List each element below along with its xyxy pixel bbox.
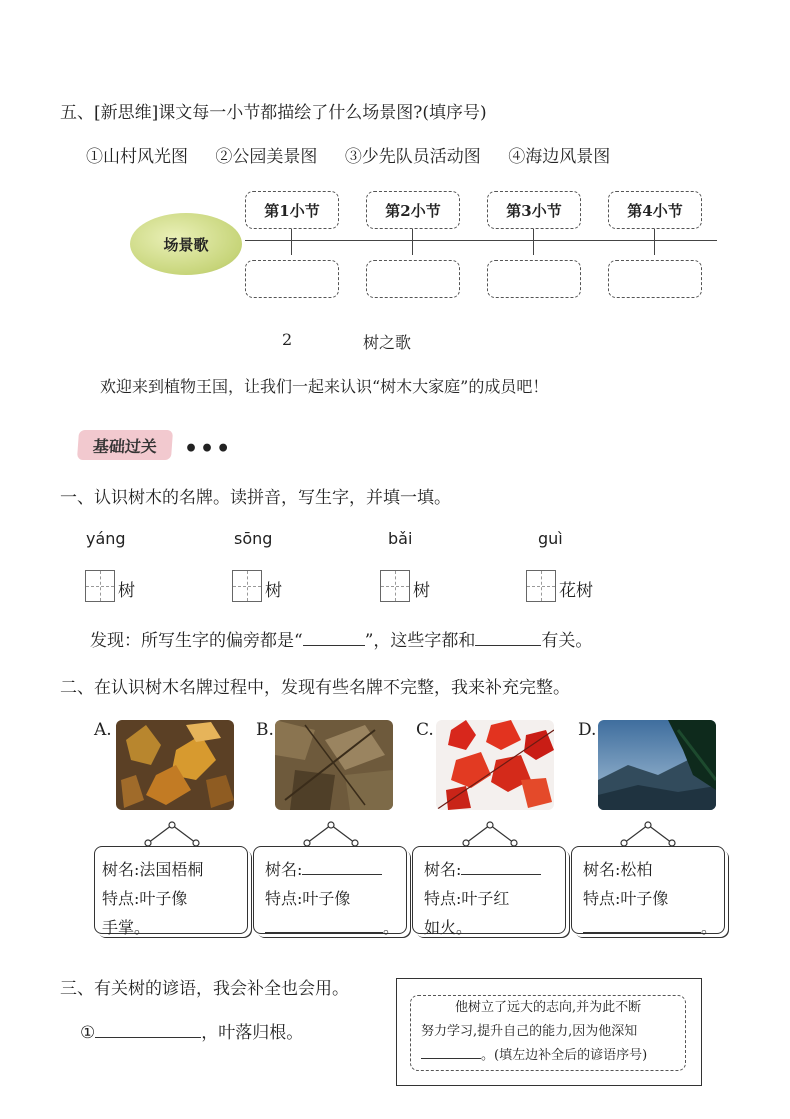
q3-item-num: ① xyxy=(80,1023,96,1043)
card-d-feature-blank[interactable] xyxy=(583,932,701,933)
q5-option-4: ④海边风景图 xyxy=(508,147,611,167)
card-c-feature: 特点:叶子红 xyxy=(424,889,510,908)
card-b-feature-blank[interactable] xyxy=(265,932,383,933)
tree-card-b-text xyxy=(265,855,399,942)
card-d-feature-end: 。 xyxy=(701,918,718,937)
pinyin-gui: guì xyxy=(538,529,563,548)
proverb-blank[interactable] xyxy=(95,1037,201,1038)
card-b-feature: 特点:叶子像 xyxy=(265,889,351,908)
q5-option-3: ③少先队员活动图 xyxy=(344,147,481,167)
quote-line-1: 他树立了远大的志向,并为此不断 xyxy=(455,1000,642,1015)
lesson-intro: 欢迎来到植物王国，让我们一起来认识“树木大家庭”的成员吧！ xyxy=(100,377,549,396)
q5-option-2: ②公园美景图 xyxy=(215,147,318,167)
char-suffix-2: 树 xyxy=(265,581,282,601)
lesson-number: 2 xyxy=(282,330,293,349)
card-d-feature: 特点:叶子像 xyxy=(583,889,669,908)
card-b-name: 树名: xyxy=(265,860,303,879)
lesson-title: 树之歌 xyxy=(363,333,412,352)
card-c-name-blank[interactable] xyxy=(461,874,541,875)
image-label-b: B. xyxy=(256,720,274,740)
basics-badge: 基础过关 xyxy=(77,430,173,460)
section-4-label: 第4小节 xyxy=(608,191,702,229)
section-2-label: 第2小节 xyxy=(366,191,460,229)
card-b-feature-end: 。 xyxy=(383,918,400,937)
card-a-feature-end: 手掌。 xyxy=(102,918,151,937)
q1-title: 一、认识树木的名牌。读拼音，写生字，并填一填。 xyxy=(60,488,451,508)
pinyin-song: sōng xyxy=(234,529,273,548)
card-c-feature-end: 如火。 xyxy=(424,918,473,937)
char-suffix-1: 树 xyxy=(118,581,135,601)
q5-title: 五、[新思维]课文每一小节都描绘了什么场景图?(填序号) xyxy=(60,103,487,123)
image-label-d: D. xyxy=(578,720,597,740)
image-label-a: A. xyxy=(94,720,112,740)
quote-answer-blank[interactable] xyxy=(421,1058,481,1059)
q3-item-1 xyxy=(80,1018,303,1043)
char-suffix-3: 树 xyxy=(413,581,430,601)
pinyin-yang: yáng xyxy=(86,529,126,548)
card-a-name: 树名:法国梧桐 xyxy=(102,860,204,879)
proverb-usage-box xyxy=(410,995,686,1071)
q3-title: 三、有关树的谚语，我会补全也会用。 xyxy=(60,979,349,999)
pinyin-bai: bǎi xyxy=(388,529,413,548)
tree-card-a-text xyxy=(102,855,203,942)
q3-item-suffix: ，叶落归根。 xyxy=(201,1023,304,1043)
scene-song-oval: 场景歌 xyxy=(130,213,242,275)
card-d-name: 树名:松柏 xyxy=(583,860,653,879)
char-suffix-4: 花树 xyxy=(559,581,593,601)
quote-line-2: 努力学习,提升自己的能力,因为他深知 xyxy=(421,1024,638,1039)
image-label-c: C. xyxy=(416,720,434,740)
tree-card-c-text xyxy=(424,855,541,942)
q2-title: 二、在认识树木名牌过程中，发现有些名牌不完整，我来补充完整。 xyxy=(60,678,570,698)
section-1-label: 第1小节 xyxy=(245,191,339,229)
q1-finding-mid: ”，这些字都和 xyxy=(364,631,476,651)
tree-card-d-text xyxy=(583,855,717,942)
section-3-label: 第3小节 xyxy=(487,191,581,229)
card-b-name-blank[interactable] xyxy=(302,874,382,875)
q1-finding-prefix: 发现：所写生字的偏旁都是“ xyxy=(90,631,303,651)
card-a-feature: 特点:叶子像 xyxy=(102,889,188,908)
quote-line-3: 。(填左边补全后的谚语序号) xyxy=(481,1048,648,1063)
q1-finding-suffix: 有关。 xyxy=(541,631,593,651)
badge-dots: ••• xyxy=(184,436,233,462)
q5-option-1: ①山村风光图 xyxy=(86,147,188,167)
card-c-name: 树名: xyxy=(424,860,462,879)
